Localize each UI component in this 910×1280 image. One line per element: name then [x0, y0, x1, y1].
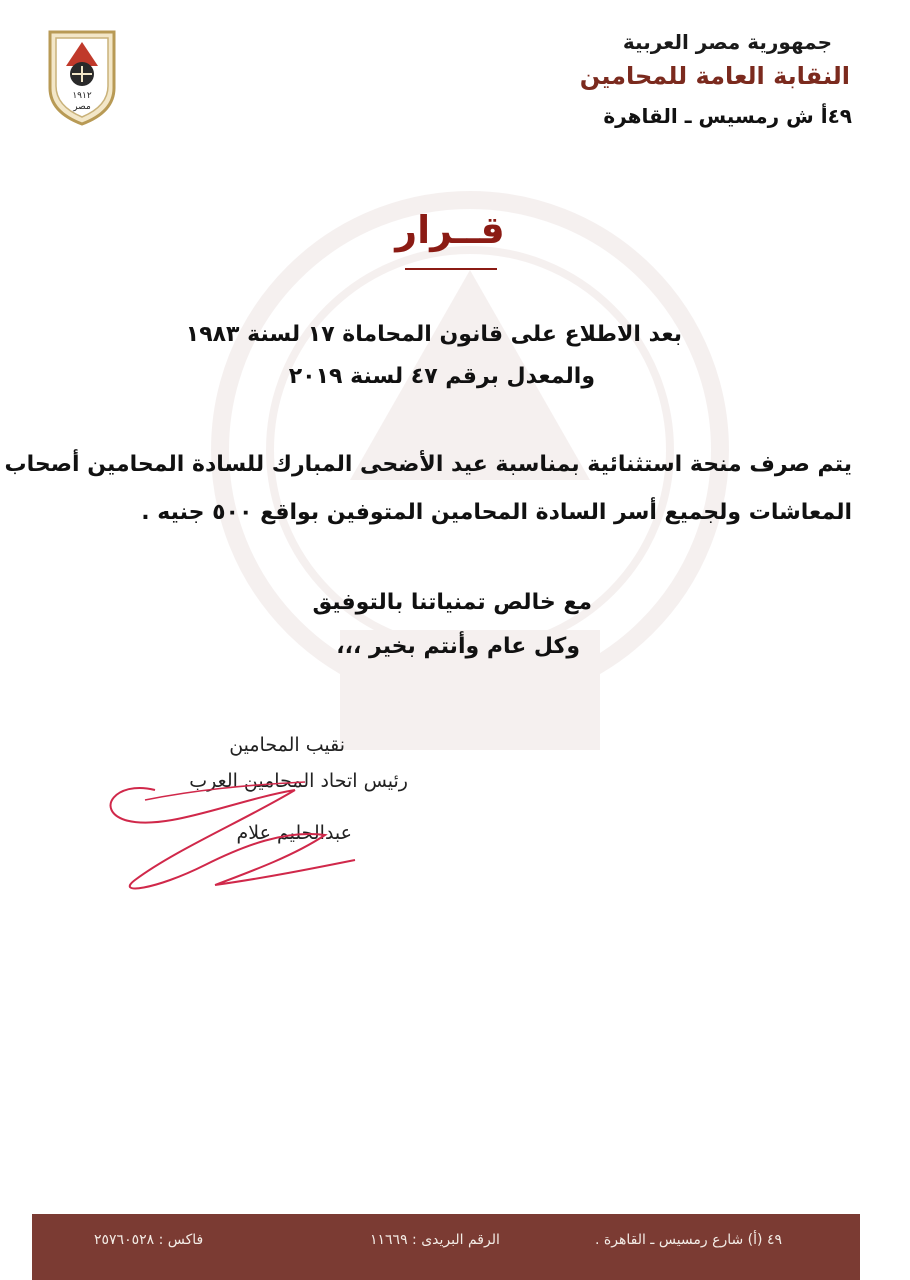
footer-postal-code: الرقم البريدى : ١١٦٦٩	[370, 1232, 500, 1248]
watermark-emblem	[190, 150, 750, 830]
body-line-1: يتم صرف منحة استثنائية بمناسبة عيد الأضحى المبارك للسادة المحامين أصحاب	[4, 452, 852, 477]
reference-line-1: بعد الاطلاع على قانون المحاماة ١٧ لسنة ١٩٨٣	[185, 322, 682, 347]
header-country: جمهورية مصر العربية	[622, 30, 832, 54]
signatory-title: نقيب المحامين	[229, 734, 345, 756]
title-underline	[405, 268, 497, 270]
handwritten-signature	[95, 760, 395, 910]
syndicate-logo	[42, 26, 122, 126]
header-address: ٤٩أ ش رمسيس ـ القاهرة	[603, 104, 852, 128]
logo-year: ١٩١٢	[72, 91, 92, 101]
reference-line-2: والمعدل برقم ٤٧ لسنة ٢٠١٩	[288, 364, 595, 389]
signatory-name: عبدالحليم علام	[236, 822, 352, 844]
footer-fax: فاكس : ٢٥٧٦٠٥٢٨	[94, 1232, 204, 1248]
logo-country: مصر	[73, 102, 91, 112]
body-line-2: المعاشات ولجميع أسر السادة المحامين المتوفين بواقع ٥٠٠ جنيه .	[141, 500, 852, 525]
closing-line-2: وكل عام وأنتم بخير ،،،	[336, 634, 580, 659]
header-organization: النقابة العامة للمحامين	[579, 62, 850, 90]
closing-line-1: مع خالص تمنياتنا بالتوفيق	[312, 590, 592, 615]
letterhead-footer	[32, 1214, 860, 1280]
footer-address: ٤٩ (أ) شارع رمسيس ـ القاهرة .	[595, 1232, 782, 1248]
decision-title: قــرار	[395, 208, 505, 252]
signatory-role: رئيس اتحاد المحامين العرب	[189, 770, 408, 792]
